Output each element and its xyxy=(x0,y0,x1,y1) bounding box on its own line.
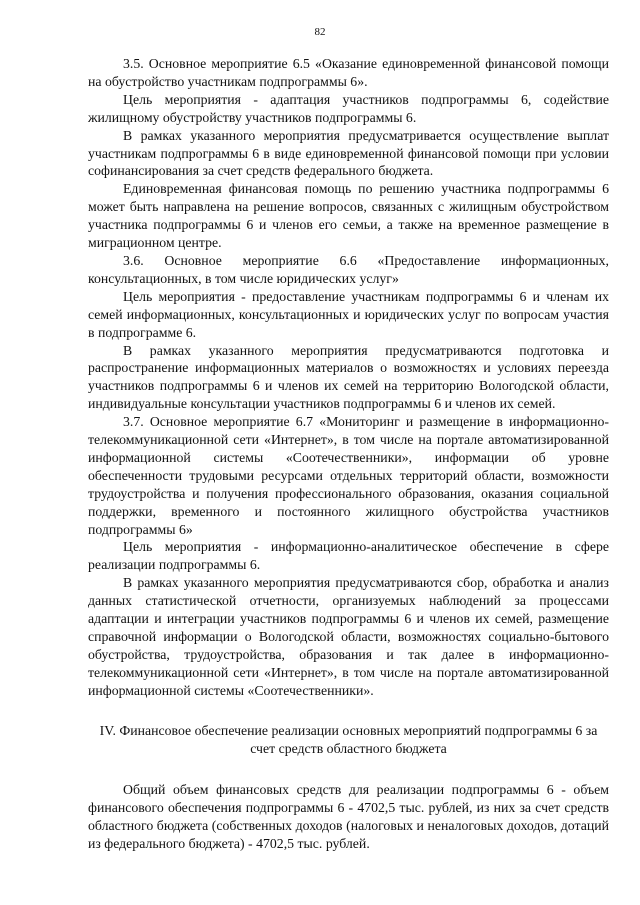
paragraph-3-7-goal: Цель мероприятия - информационно-аналитическое обеспечение в сфере реализации подпрограммы 6. xyxy=(88,539,609,573)
document-body xyxy=(88,55,609,853)
paragraph-3-6-goal: Цель мероприятия - предоставление участникам подпрограммы 6 и членам их семей информационных, консультационных и юридических услуг по вопросам участия в подпрограмме 6. xyxy=(88,288,609,340)
paragraph-3-5-use: Единовременная финансовая помощь по решению участника подпрограммы 6 может быть направлена на решение вопросов, связанных с жилищным обустройством участника подпрограммы 6 и членов его семьи, а также на временное размещение в миграционном центре. xyxy=(88,181,609,251)
section-heading: IV. Финансовое обеспечение реализации основных мероприятий подпрограммы 6 за счет средств областного бюджета xyxy=(99,722,598,756)
page-number: 82 xyxy=(314,26,326,38)
paragraph-3-7-scope: В рамках указанного мероприятия предусматриваются сбор, обработка и анализ данных статистической отчетности, организуемых наблюдений за процессами адаптации и интеграции участников подпрограммы 6 и членов их семей, размещение справочной информации о Вологодской области, возможностях социально-бытового обустройства, трудоустройства, образования и так далее в информационно-телекоммуникационной сети «Интернет», в том числе на портале автоматизированной информационной системы «Соотечественники». xyxy=(88,575,609,698)
paragraph-3-7-title: 3.7. Основное мероприятие 6.7 «Мониторинг и размещение в информационно-телекоммуникационной сети «Интернет», в том числе на портале автоматизированной информационной системы «Соотечественники», информации об уровне обеспеченности трудовыми ресурсами отдельных территорий области, возможности трудоустройства и получения профессионального образования, оказания социальной поддержки, временного и постоянного жилищного обустройства участников подпрограммы 6» xyxy=(88,414,609,537)
paragraph-3-5-title: 3.5. Основное мероприятие 6.5 «Оказание единовременной финансовой помощи на обустройство участникам подпрограммы 6». xyxy=(88,56,609,89)
paragraph-3-6-scope: В рамках указанного мероприятия предусматриваются подготовка и распространение информационных материалов о возможностях и условиях переезда участников подпрограммы 6 и членов их семей на территорию Вологодской области, индивидуальные консультации участников подпрограммы 6 и членов их семей. xyxy=(88,342,609,412)
paragraph-3-5-scope: В рамках указанного мероприятия предусматривается осуществление выплат участникам подпрограммы 6 в виде единовременной финансовой помощи при условии софинансирования за счет средств федерального бюджета. xyxy=(88,127,609,179)
paragraph-financing: Общий объем финансовых средств для реализации подпрограммы 6 - объем финансового обеспечения подпрограммы 6 - 4702,5 тыс. рублей, из них за счет средств областного бюджета (собственных доходов (налоговых и неналоговых доходов, дотаций из федерального бюджета) - 4702,5 тыс. рублей. xyxy=(88,782,609,852)
paragraph-3-5-goal: Цель мероприятия - адаптация участников подпрограммы 6, содействие жилищному обустройству участников подпрограммы 6. xyxy=(88,91,609,125)
paragraph-3-6-title: 3.6. Основное мероприятие 6.6 «Предоставление информационных, консультационных, в том числе юридических услуг» xyxy=(88,252,609,286)
